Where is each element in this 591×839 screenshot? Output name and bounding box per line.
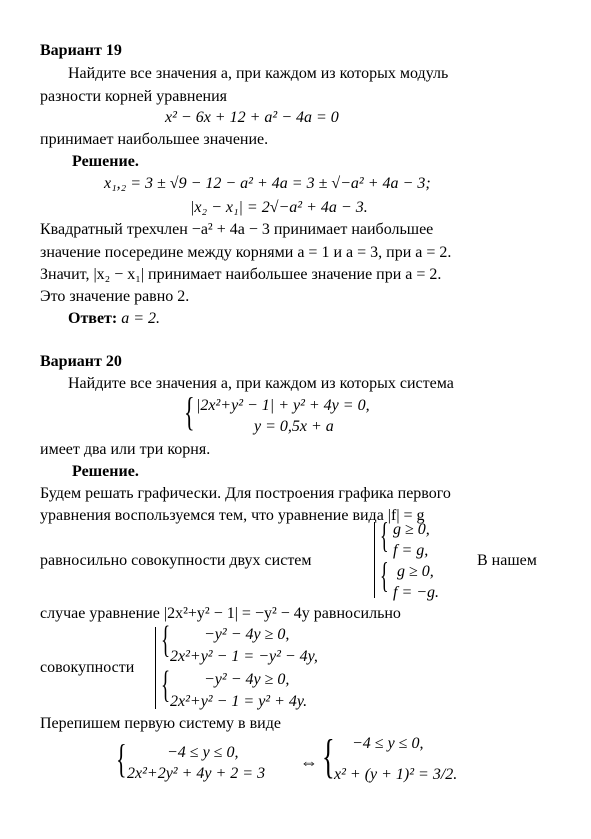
v19-solution-formula-difference: |x₂ − x₁| = 2√−a² + 4a − 3. [190, 199, 368, 216]
v20-set1-line-3: g ≥ 0, [397, 563, 434, 580]
v19-text-line-1 [40, 219, 551, 240]
v20-set2-line-1: −y² − 4y ≥ 0, [204, 626, 290, 643]
v19-equation: x² − 6x + 12 + a² − 4a = 0 [165, 109, 339, 126]
v20-text-line-1: Будем решать графически. Для построения графика первого [40, 485, 451, 502]
v20-set-bracket-2 [155, 627, 156, 709]
v20-text-line-5: совокупности [40, 659, 135, 676]
v20-task-line-1: Найдите все значения a, при каждом из которых система [68, 375, 454, 392]
v20-sys4-brace: { [322, 730, 335, 783]
v20-system-brace: { [184, 389, 195, 434]
v20-set1-line-1: g ≥ 0, [393, 521, 430, 538]
v20-text-line-2: уравнения воспользуемся тем, что уравнение вида |f| = g [40, 507, 425, 524]
v19-task-line-2: разности корней уравнения [40, 88, 228, 105]
v20-sys4-line-2: x² + (y + 1)² = 3/2. [334, 766, 458, 783]
v19-text-line-3: Значит, |x₂ − x₁| принимает наибольшее значение при a = 2. [40, 266, 442, 283]
v20-text-line-6: Перепишем первую систему в виде [40, 715, 281, 732]
v20-set2-line-4: 2x²+y² − 1 = y² + 4y. [170, 693, 308, 710]
v19-text-line-4: Это значение равно 2. [40, 288, 190, 305]
v20-set1-brace-bottom: { [380, 555, 389, 595]
v20-sys3-brace: { [116, 736, 127, 781]
v19-task-line-1 [68, 63, 551, 84]
v20-text-4: случае уравнение |2x²+y² − 1| = −y² − 4y равносильно [40, 605, 401, 622]
v20-set2-brace-top: { [161, 619, 171, 661]
v20-system-equation-1: |2x²+y² − 1| + y² + 4y = 0, [196, 397, 370, 414]
v19-answer-value: a = 2. [121, 310, 161, 327]
v19-task-text-1: Найдите все значения a, при каждом из которых модуль [68, 65, 449, 82]
v19-task-line-3: принимает наибольшее значение. [40, 131, 269, 148]
variant-19-title: Вариант 19 [40, 42, 122, 59]
v20-set2-line-2: 2x²+y² − 1 = −y² − 4y, [170, 648, 318, 665]
v20-text-line-3: равносильно совокупности двух систем [40, 552, 312, 569]
v20-set1-brace-top: { [380, 515, 389, 555]
v19-solution-label: Решение. [72, 153, 139, 170]
v20-text-line-4 [40, 603, 551, 624]
v20-set-bracket-1 [374, 522, 375, 598]
v20-sys4-line-1: −4 ≤ y ≤ 0, [352, 735, 424, 752]
v19-text-line-2: значение посередине между корнями a = 1 и a = 3, при a = 2. [40, 244, 452, 261]
variant-20-title: Вариант 20 [40, 353, 122, 370]
v20-solution-label: Решение. [72, 463, 139, 480]
v20-set2-line-3: −y² − 4y ≥ 0, [204, 671, 290, 688]
v19-answer [68, 308, 160, 329]
v19-solution-formula-roots: x₁,₂ = 3 ± √9 − 12 − a² + 4a = 3 ± √−a² + 4a − 3; [104, 175, 431, 192]
v20-text-line-3-tail: В нашем [477, 552, 537, 569]
v20-task-line-2: имеет два или три корня. [40, 441, 211, 458]
v20-set1-line-2: f = g, [393, 542, 429, 559]
v20-system-equation-2: y = 0,5x + a [254, 418, 334, 435]
v20-equivalence-arrow: ⇔ [300, 752, 318, 772]
v20-sys3-line-1: −4 ≤ y ≤ 0, [167, 744, 239, 761]
v20-set1-line-4: f = −g. [393, 584, 440, 601]
v19-text-1: Квадратный трехчлен −a² + 4a − 3 принимает наибольшее [40, 221, 434, 238]
v20-set2-brace-bottom: { [161, 664, 171, 706]
v20-sys3-line-2: 2x²+2y² + 4y + 2 = 3 [127, 765, 266, 782]
v19-answer-label: Ответ: [68, 310, 118, 327]
